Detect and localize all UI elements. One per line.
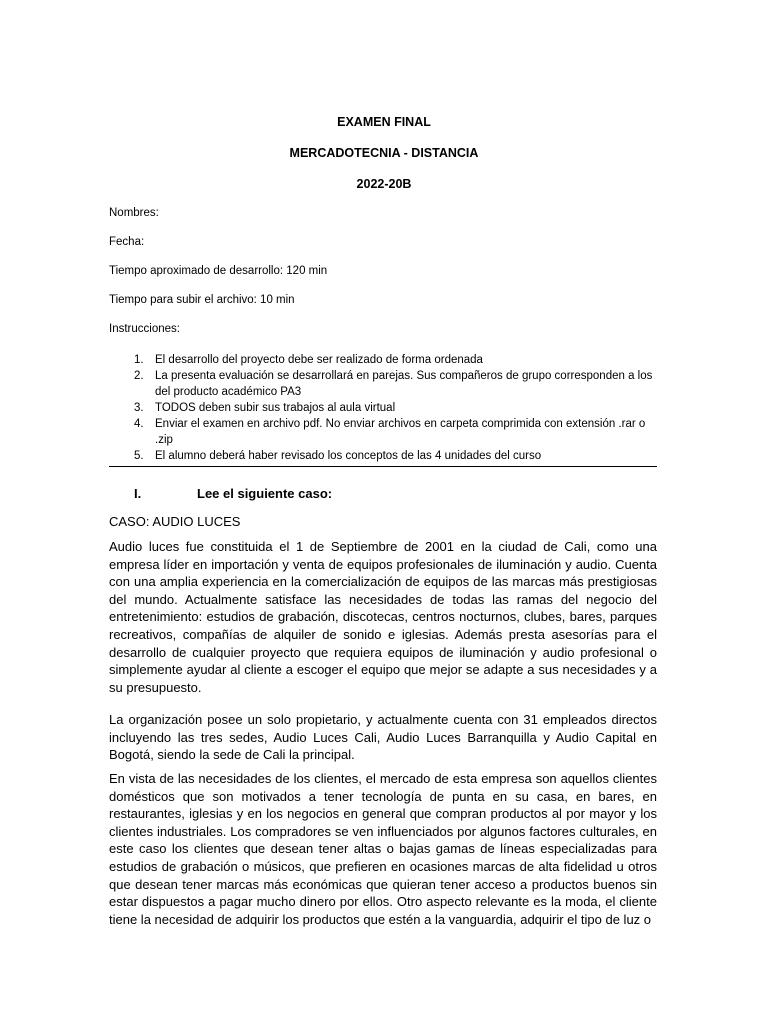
instrucciones-label: Instrucciones: bbox=[109, 323, 180, 335]
exam-title: EXAMEN FINAL bbox=[337, 115, 431, 129]
nombres-field: Nombres: bbox=[109, 207, 159, 219]
course-title: MERCADOTECNIA - DISTANCIA bbox=[289, 146, 479, 160]
section-title: Lee el siguiente caso: bbox=[197, 486, 333, 501]
instruction-item: 5. El alumno deberá haber revisado los conceptos de las 4 unidades del curso bbox=[134, 450, 542, 462]
tiempo-desarrollo-field: Tiempo aproximado de desarrollo: 120 min bbox=[109, 265, 328, 277]
instructions-list bbox=[109, 352, 657, 467]
case-paragraph-1: Audio luces fue constituida el 1 de Septiembre de 2001 en la ciudad de Cali, como una empresa líder en importación y venta de equipos profesionales de iluminación y audio. Cuenta con una amplia experiencia en la comercialización de equipos de las marcas más prestigiosas del mundo. Actualmente satisface las necesidades de todas las ramas del negocio del entretenimiento: estudios de grabación, discotecas, centros nocturnos, clubes, bares, parques recreativos, compañías de alquiler de sonido e iglesias. Además presta asesorías para el desarrollo de cualquier proyecto que requiera equipos de iluminación y audio profesional o simplemente ayudar al cliente a escoger el equipo que mejor se adapte a sus necesidades y a su presupuesto. bbox=[109, 539, 657, 695]
fecha-field: Fecha: bbox=[109, 236, 145, 248]
period-label: 2022-20B bbox=[356, 177, 412, 191]
case-paragraph-2: La organización posee un solo propietario, y actualmente cuenta con 31 empleados directos incluyendo las tres sedes, Audio Luces Cali, Audio Luces Barranquilla y Audio Capital en Bogotá, siendo la sede de Cali la principal. bbox=[109, 712, 657, 763]
section-number: I. bbox=[134, 486, 142, 501]
instruction-item: 2. La presenta evaluación se desarrollará en parejas. Sus compañeros de grupo corresponden a los del producto académico PA3 bbox=[134, 370, 653, 398]
case-paragraph-3: En vista de las necesidades de los clientes, el mercado de esta empresa son aquellos clientes domésticos que son motivados a tener tecnología de punta en su casa, en bares, en restaurantes, iglesias y en los negocios en general que compran productos al por mayor y los clientes industriales. Los compradores se ven influenciados por algunos factores culturales, en este caso los clientes que desean tener altas o bajas gamas de líneas especializadas para estudios de grabación o músicos, que prefieren en ocasiones marcas de alta fidelidad u otros que desean tener marcas más económicas que quieran tener acceso a productos buenos sin estar dispuestos a pagar mucho dinero por ellos. Otro aspecto relevante es la moda, el cliente tiene la necesidad de adquirir los productos que estén a la vanguardia, adquirir el tipo de luz o bbox=[109, 771, 657, 927]
tiempo-subir-field: Tiempo para subir el archivo: 10 min bbox=[109, 294, 295, 306]
case-title: CASO: AUDIO LUCES bbox=[109, 514, 241, 529]
section-heading bbox=[109, 486, 332, 501]
instruction-item: 4. Enviar el examen en archivo pdf. No enviar archivos en carpeta comprimida con extensión .rar o .zip bbox=[134, 418, 646, 446]
instruction-item: 1. El desarrollo del proyecto debe ser realizado de forma ordenada bbox=[134, 354, 483, 366]
instruction-item: 3. TODOS deben subir sus trabajos al aula virtual bbox=[134, 402, 396, 414]
